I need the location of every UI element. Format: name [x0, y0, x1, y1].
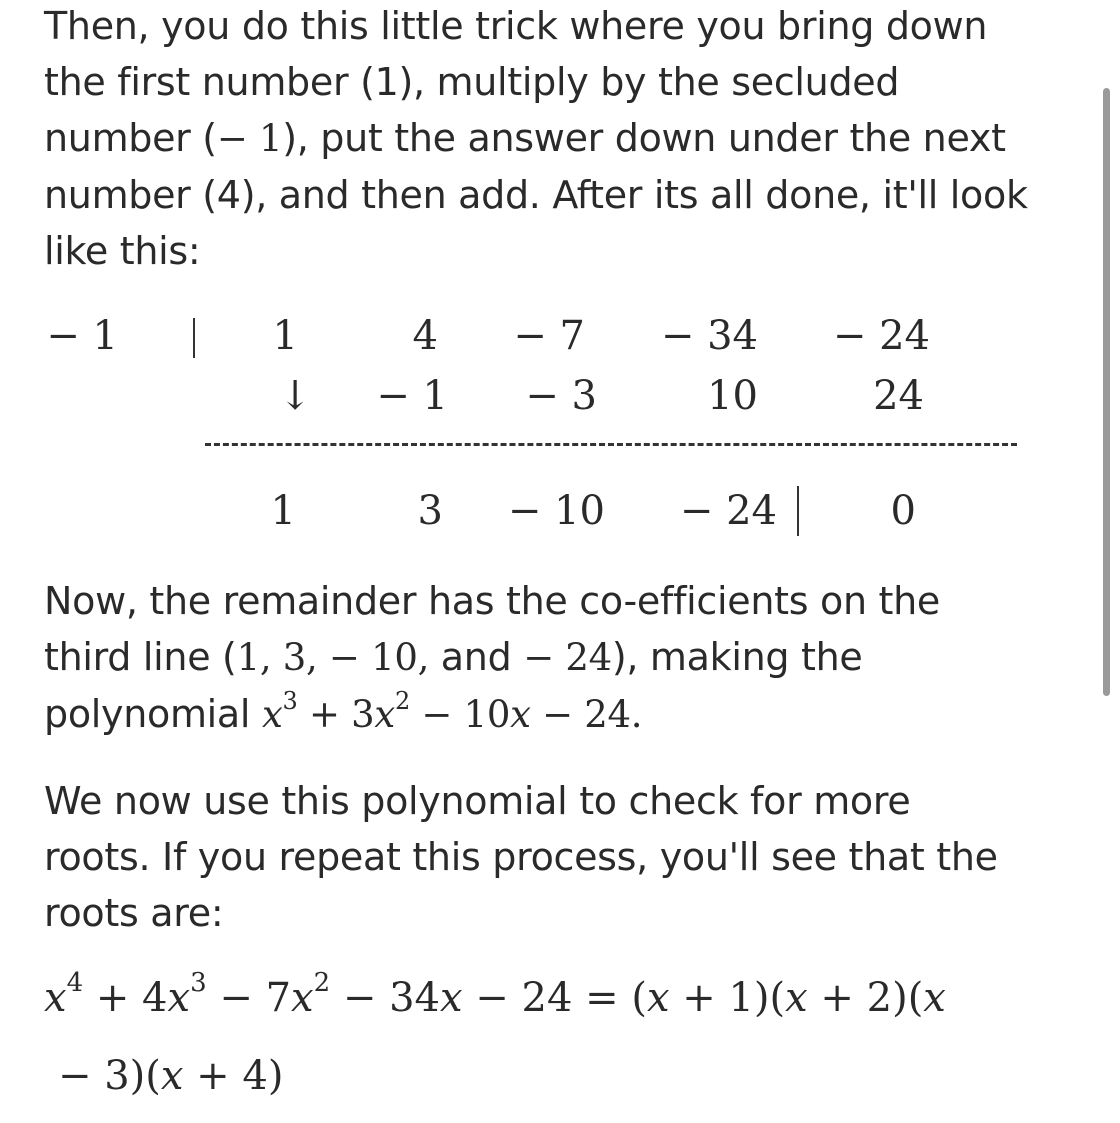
vertical-scrollbar[interactable] — [1103, 88, 1110, 696]
intro-line-4: number (4), and then add. After its all done, it'll look — [44, 173, 1028, 217]
divisor-bar — [193, 318, 195, 358]
remainder-bar — [797, 486, 799, 536]
coefficient-cell: − 7 — [513, 313, 585, 359]
product-cell: 10 — [707, 373, 758, 419]
intro-line-3: number (− 1), put the answer down under the next — [44, 116, 1006, 160]
result-cell: − 24 — [679, 488, 777, 534]
remainder-line-2: third line (1, 3, − 10, and − 24), making the — [44, 635, 863, 679]
divisor: − 1 — [46, 313, 118, 359]
final-equation-line-1: $x^4 + 4x^3 - 7x^2 - 34x - 24 = (x + 1)(x + 2)(x$ — [44, 968, 946, 1021]
remainder-paragraph — [44, 573, 1094, 743]
down-arrow-icon: ↓ — [278, 373, 312, 419]
final-equation-line-2: − 3)(x + 4) — [58, 1053, 284, 1099]
coefficient-cell: − 34 — [660, 313, 758, 359]
intro-line-5: like this: — [44, 229, 201, 273]
repeat-line-2: roots. If you repeat this process, you'll see that the — [44, 835, 998, 879]
remainder-cell: 0 — [890, 488, 916, 534]
result-cell: 1 — [270, 488, 296, 534]
product-cell: − 3 — [525, 373, 597, 419]
intro-line-1: Then, you do this little trick where you bring down — [44, 4, 988, 48]
polynomial-math: $x^3 + 3x^2 - 10x - 24$. — [261, 687, 643, 736]
intro-paragraph — [44, 0, 1094, 279]
intro-line-2: the first number (1), multiply by the secluded — [44, 60, 900, 104]
repeat-paragraph — [44, 773, 1094, 941]
coefficient-cell: − 24 — [832, 313, 930, 359]
inline-math: − 1 — [216, 117, 283, 160]
result-cell: 3 — [417, 488, 443, 534]
repeat-line-3: roots are: — [44, 891, 224, 935]
product-cell: 24 — [873, 373, 924, 419]
result-cell: − 10 — [507, 488, 605, 534]
dashed-divider — [205, 443, 1017, 446]
remainder-line-1: Now, the remainder has the co-efficients on the — [44, 579, 940, 623]
remainder-line-3: polynomial $x^3 + 3x^2 - 10x - 24$. — [44, 687, 643, 736]
repeat-line-1: We now use this polynomial to check for more — [44, 779, 911, 823]
coefficient-cell: 1 — [272, 313, 298, 359]
product-cell: − 1 — [376, 373, 448, 419]
coefficient-cell: 4 — [412, 313, 438, 359]
